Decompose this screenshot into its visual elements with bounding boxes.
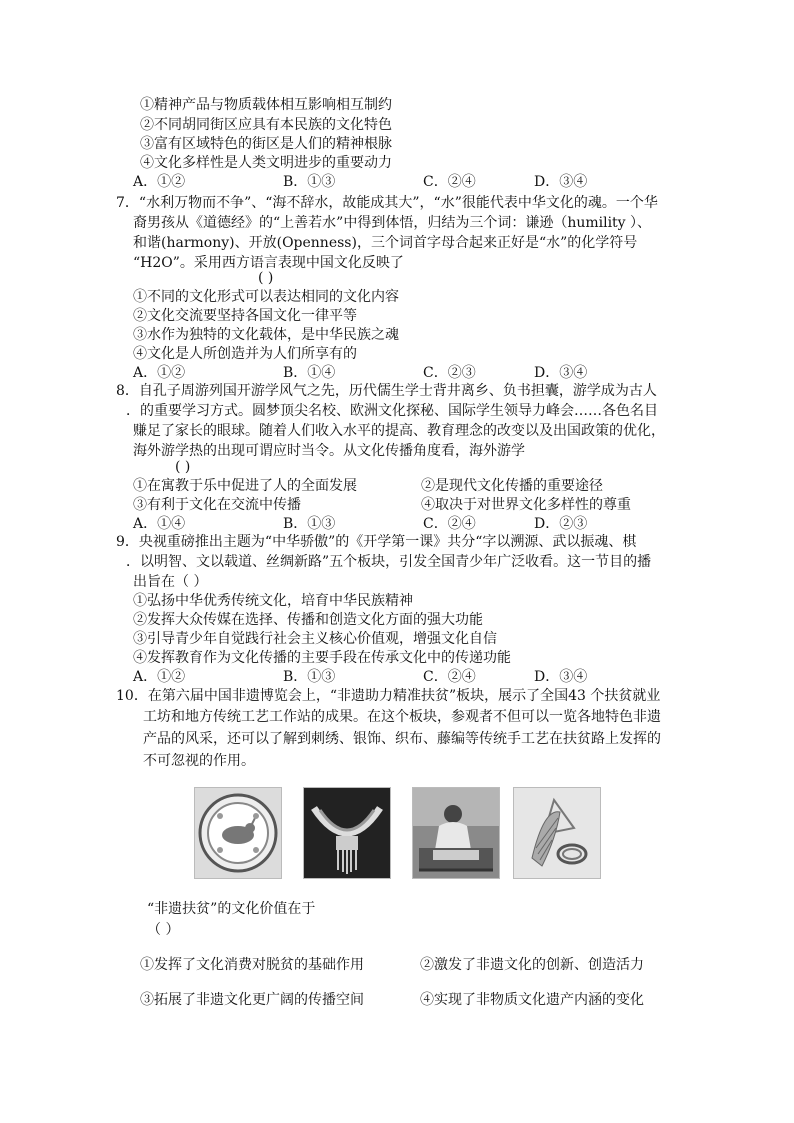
q6-choice-b[interactable]: B．①③ xyxy=(283,174,336,190)
q9-item-1: ①弘扬中华优秀传统文化，培育中华民族精神 xyxy=(133,593,413,609)
q8-item-2: ②是现代文化传播的重要途径 xyxy=(421,478,603,494)
q9-choice-a[interactable]: A．①② xyxy=(133,669,186,685)
q10-stem-line-3: 产品的风采，还可以了解到刺绣、银饰、织布、藤编等传统手工艺在扶贫路上发挥的 xyxy=(143,731,661,747)
q7-choice-a[interactable]: A．①② xyxy=(133,365,186,381)
q9-item-3: ③引导青少年自觉践行社会主义核心价值观，增强文化自信 xyxy=(133,631,497,647)
weaving-photo xyxy=(412,787,500,879)
q8-stem-line-3: 赚足了家长的眼球。随着人们收入水平的提高、教育理念的改变以及出国政策的优化， xyxy=(133,423,665,439)
q6-item-3: ③富有区域特色的街区是人们的精神根脉 xyxy=(140,136,392,152)
q8-answer-bracket: ( ) xyxy=(175,459,191,475)
q8-stem-line-1: 8．自孔子周游列国开游学风气之先，历代儒生学士背井离乡、负书担囊，游学成为古人 xyxy=(116,383,657,399)
q6-item-2: ②不同胡同街区应具有本民族的文化特色 xyxy=(140,117,392,133)
q7-item-1: ①不同的文化形式可以表达相同的文化内容 xyxy=(133,289,399,305)
q10-item-3: ③拓展了非遗文化更广阔的传播空间 xyxy=(140,992,364,1008)
q8-item-1: ①在寓教于乐中促进了人的全面发展 xyxy=(133,478,357,494)
q10-stem-line-2: 工坊和地方传统工艺工作站的成果。在这个板块，参观者不但可以一览各地特色非遗 xyxy=(143,709,661,725)
q6-choice-c[interactable]: C．②④ xyxy=(423,174,476,190)
q6-item-4: ④文化多样性是人类文明进步的重要动力 xyxy=(140,155,392,171)
q10-sub-stem: “非遗扶贫”的文化价值在于 xyxy=(147,901,316,917)
q10-stem-line-1: 10．在第六届中国非遗博览会上，“非遗助力精准扶贫”板块，展示了全国43 个扶贫就业 xyxy=(116,688,661,704)
q9-item-4: ④发挥教育作为文化传播的主要手段在传承文化中的传递功能 xyxy=(133,650,511,666)
q6-item-1: ①精神产品与物质载体相互影响相互制约 xyxy=(140,97,392,113)
q8-choice-a[interactable]: A．①④ xyxy=(133,516,186,532)
q9-choice-d[interactable]: D．③④ xyxy=(534,669,588,685)
q7-stem-line-2: 裔男孩从《道德经》的“上善若水”中得到体悟，归结为三个词：谦逊（humility ）、 xyxy=(133,215,652,231)
q8-item-3: ③有利于文化在交流中传播 xyxy=(133,497,301,513)
q9-choice-b[interactable]: B．①③ xyxy=(283,669,336,685)
q6-choice-a[interactable]: A．①② xyxy=(133,174,186,190)
q7-stem-line-1: 7．“水利万物而不争”、“海不辞水，故能成其大”，“水”很能代表中华文化的魂。一个华 xyxy=(116,195,658,211)
q7-choice-b[interactable]: B．①④ xyxy=(283,365,336,381)
q8-choice-b[interactable]: B．①③ xyxy=(283,516,336,532)
q10-item-4: ④实现了非物质文化遗产内涵的变化 xyxy=(420,992,644,1008)
q8-stem-line-4: 海外游学热的出现可谓应时当令。从文化传播角度看，海外游学 xyxy=(133,443,525,459)
q8-choice-c[interactable]: C．②④ xyxy=(423,516,476,532)
q6-choice-d[interactable]: D．③④ xyxy=(534,174,588,190)
q9-item-2: ②发挥大众传媒在选择、传播和创造文化方面的强大功能 xyxy=(133,612,483,628)
q9-choice-c[interactable]: C．②④ xyxy=(423,669,476,685)
rattan-weaving-photo xyxy=(513,787,601,879)
q7-item-2: ②文化交流要坚持各国文化一律平等 xyxy=(133,308,357,324)
q8-choice-d[interactable]: D．②③ xyxy=(534,516,588,532)
q9-stem-line-1: 9．央视重磅推出主题为“中华骄傲”的《开学第一课》共分“字以溯源、武以振魂、棋 xyxy=(116,534,637,550)
q8-item-4: ④取决于对世界文化多样性的尊重 xyxy=(421,497,631,513)
q7-answer-bracket: ( ) xyxy=(258,270,274,286)
q10-item-1: ①发挥了文化消费对脱贫的基础作用 xyxy=(140,957,364,973)
q7-stem-line-3: 和谐(harmony)、开放(Openness)，三个词首字母合起来正好是“水”的化学符号 xyxy=(133,235,638,251)
q8-stem-line-2: ．的重要学习方式。圆梦顶尖名校、欧洲文化探秘、国际学生领导力峰会……各色名目 xyxy=(126,403,658,419)
q7-item-3: ③水作为独特的文化载体，是中华民族之魂 xyxy=(133,327,399,343)
q10-item-2: ②激发了非遗文化的创新、创造活力 xyxy=(420,957,644,973)
q10-stem-line-4: 不可忽视的作用。 xyxy=(143,753,255,769)
q7-choice-d[interactable]: D．③④ xyxy=(534,365,588,381)
q9-stem-line-3: 出旨在（ ） xyxy=(133,574,208,590)
silver-necklace-photo xyxy=(303,787,391,879)
q7-item-4: ④文化是人所创造并为人们所享有的 xyxy=(133,346,357,362)
q9-stem-line-2: ．以明智、文以载道、丝绸新路”五个板块，引发全国青少年广泛收看。这一节目的播 xyxy=(126,554,652,570)
q7-choice-c[interactable]: C．②③ xyxy=(423,365,476,381)
embroidery-photo xyxy=(194,787,282,879)
q10-answer-bracket: （ ） xyxy=(147,922,180,938)
q7-stem-line-4: “H2O”。采用西方语言表现中国文化反映了 xyxy=(133,255,404,271)
